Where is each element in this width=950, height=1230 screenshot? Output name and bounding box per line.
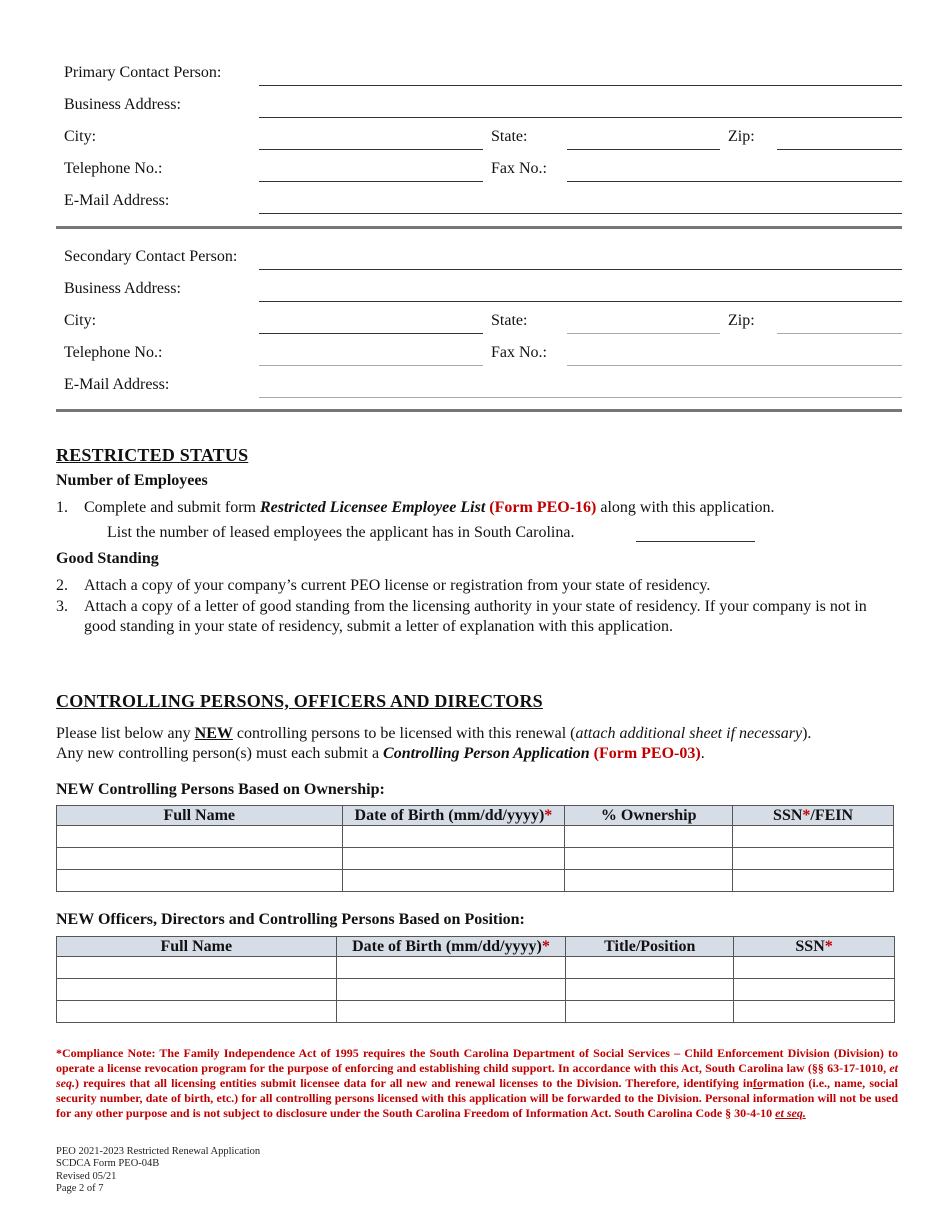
note-underlined-fo: fo (752, 1076, 763, 1090)
ownership-col-ssn (733, 806, 894, 826)
primary-phone-label: Telephone No.: (64, 160, 163, 177)
intro2-form-name: Controlling Person Application (383, 745, 590, 762)
intro-new: NEW (194, 725, 233, 742)
item-1-number: 1. (56, 499, 68, 516)
position-cell[interactable] (336, 1001, 566, 1023)
secondary-email-row (56, 368, 902, 400)
intro2-pre: Any new controlling person(s) must each submit a (56, 745, 384, 762)
table-row (57, 979, 895, 1001)
intro-pre: Please list below any (56, 725, 195, 742)
ownership-col-percent: % Ownership (565, 806, 733, 826)
item-3-number: 3. (56, 598, 68, 615)
position-cell[interactable] (566, 957, 734, 979)
primary-address-label: Business Address: (64, 96, 181, 113)
restricted-item-2 (56, 576, 886, 596)
intro-end: ). (802, 725, 812, 742)
secondary-contact-person-row (56, 240, 902, 272)
secondary-phone-label: Telephone No.: (64, 344, 163, 361)
position-heading: NEW Officers, Directors and Controlling Persons Based on Position: (56, 911, 525, 928)
footer-revised: Revised 05/21 (56, 1170, 117, 1182)
position-col-dob-asterisk: * (541, 937, 550, 955)
good-standing-heading: Good Standing (56, 550, 159, 567)
footer-form-code: SCDCA Form PEO-04B (56, 1158, 160, 1170)
ownership-cell[interactable] (733, 826, 894, 848)
ownership-col-fein-label: /FEIN (810, 806, 854, 824)
primary-contact-person-field[interactable] (259, 85, 902, 86)
primary-city-field[interactable] (259, 149, 483, 150)
controlling-intro (56, 724, 896, 764)
note-et-seq-1: et seq. (56, 1061, 898, 1090)
ownership-cell[interactable] (565, 870, 733, 892)
item-3-text: Attach a copy of a letter of good standing from the licensing authority in your state of residency. If your company is not in good standing in your state of residency, submit a letter of explanation with this application. (84, 598, 867, 635)
primary-email-field[interactable] (259, 213, 902, 214)
ownership-cell[interactable] (733, 870, 894, 892)
primary-contact-person-row (56, 56, 902, 88)
ownership-col-ssn-label: SSN (773, 806, 803, 824)
primary-zip-label: Zip: (728, 128, 755, 145)
item-2-number: 2. (56, 577, 68, 594)
secondary-phone-row (56, 336, 902, 368)
primary-email-row (56, 184, 902, 216)
primary-phone-row (56, 152, 902, 184)
secondary-state-label: State: (491, 312, 528, 329)
position-col-dob-label: Date of Birth (mm/dd/yyyy) (352, 937, 542, 955)
primary-fax-label: Fax No.: (491, 160, 547, 177)
note-part-1: *Compliance Note: The Family Independence Act of 1995 requires the South Carolina Department of Social Services – Child Enforcement Division (Division) to operate a license revocation program for the purpose of enforcing and establishing child support. In accordance with this Act, South Carolina law (§§ 63-17-1010, (56, 1046, 898, 1075)
secondary-email-field[interactable] (259, 397, 902, 398)
restricted-status-title: RESTRICTED STATUS (56, 445, 249, 465)
primary-city-row (56, 120, 902, 152)
secondary-state-field[interactable] (567, 333, 720, 334)
secondary-contact-person-label: Secondary Contact Person: (64, 248, 238, 265)
position-col-ssn (734, 937, 895, 957)
position-col-title: Title/Position (566, 937, 734, 957)
position-cell[interactable] (566, 1001, 734, 1023)
ownership-col-dob-asterisk: * (544, 806, 553, 824)
position-col-ssn-asterisk: * (824, 937, 833, 955)
secondary-address-field[interactable] (259, 301, 902, 302)
position-cell[interactable] (734, 1001, 895, 1023)
ownership-cell[interactable] (342, 848, 565, 870)
ownership-col-dob-label: Date of Birth (mm/dd/yyyy) (354, 806, 545, 824)
secondary-address-label: Business Address: (64, 280, 181, 297)
secondary-city-row (56, 304, 902, 336)
employee-count-label: List the number of leased employees the applicant has in South Carolina. (107, 524, 575, 541)
position-cell[interactable] (336, 979, 566, 1001)
primary-address-field[interactable] (259, 117, 902, 118)
primary-address-row (56, 88, 902, 120)
primary-phone-field[interactable] (259, 181, 483, 182)
note-et-seq-2: et seq. (775, 1106, 806, 1120)
ownership-col-ssn-asterisk: * (802, 806, 811, 824)
number-of-employees-heading: Number of Employees (56, 472, 208, 489)
position-cell[interactable] (734, 957, 895, 979)
ownership-header-row (57, 806, 894, 826)
position-table (56, 936, 895, 1023)
ownership-heading: NEW Controlling Persons Based on Ownership: (56, 781, 385, 798)
position-cell[interactable] (57, 1001, 337, 1023)
item-1-close: ) (591, 499, 597, 516)
primary-fax-field[interactable] (567, 181, 902, 182)
ownership-cell[interactable] (565, 826, 733, 848)
ownership-cell[interactable] (57, 848, 343, 870)
position-col-dob (336, 937, 566, 957)
contact-divider-1 (56, 226, 902, 229)
primary-city-label: City: (64, 128, 97, 145)
secondary-address-row (56, 272, 902, 304)
ownership-col-name: Full Name (57, 806, 343, 826)
position-cell[interactable] (57, 979, 337, 1001)
ownership-cell[interactable] (57, 826, 343, 848)
restricted-item-3 (56, 597, 886, 637)
controlling-persons-title: CONTROLLING PERSONS, OFFICERS AND DIRECTORS (56, 691, 543, 711)
ownership-cell[interactable] (342, 826, 565, 848)
intro2-end: . (700, 745, 705, 762)
table-row (57, 870, 894, 892)
item-1-form-name: Restricted Licensee Employee List (259, 499, 486, 516)
ownership-col-dob (342, 806, 565, 826)
note-part-2: ) requires that all licensing entities submit licensee data for all new and renewal licenses to the Division. Therefore, identifying in (75, 1076, 753, 1090)
intro2-form-code: Form PEO-03 (598, 745, 696, 762)
secondary-city-field[interactable] (259, 333, 483, 334)
restricted-item-1 (56, 498, 886, 518)
page-footer (56, 1146, 260, 1195)
position-cell[interactable] (57, 957, 337, 979)
table-row (57, 826, 894, 848)
primary-state-field[interactable] (567, 149, 720, 150)
item-1-pre: Complete and submit form (84, 499, 260, 516)
position-header-row (57, 937, 895, 957)
secondary-city-label: City: (64, 312, 97, 329)
ownership-cell[interactable] (342, 870, 565, 892)
position-cell[interactable] (336, 957, 566, 979)
table-row (57, 1001, 895, 1023)
intro2-open: ( (589, 745, 599, 762)
secondary-fax-field[interactable] (567, 365, 902, 366)
item-2-text: Attach a copy of your company’s current PEO license or registration from your state of residency. (84, 577, 711, 594)
primary-email-label: E-Mail Address: (64, 192, 170, 209)
table-row (57, 848, 894, 870)
secondary-fax-label: Fax No.: (491, 344, 547, 361)
item-1-form-code: Form PEO-16 (494, 499, 592, 516)
position-col-ssn-label: SSN (795, 937, 825, 955)
ownership-cell[interactable] (57, 870, 343, 892)
intro-italic: attach additional sheet if necessary (575, 725, 803, 742)
ownership-cell[interactable] (565, 848, 733, 870)
position-cell[interactable] (734, 979, 895, 1001)
footer-form-title: PEO 2021-2023 Restricted Renewal Application (56, 1146, 261, 1157)
secondary-email-label: E-Mail Address: (64, 376, 170, 393)
compliance-note (56, 1046, 898, 1121)
note-part-3: rmation (i.e., name, social security number, date of birth, etc.) for all controlling persons licensed with this application will be forwarded to the Division. Personal information will not be used for any other purpose and is not subject to disclosure under the South Carolina Freedom of Information Act. South Carolina Code § 30-4-10 (56, 1076, 898, 1120)
secondary-phone-field[interactable] (259, 365, 483, 366)
contact-divider-2 (56, 409, 902, 412)
employee-count-field[interactable] (636, 541, 755, 542)
primary-zip-field[interactable] (777, 149, 902, 150)
primary-state-label: State: (491, 128, 528, 145)
item-1-post: along with this application. (596, 499, 775, 516)
secondary-contact-person-field[interactable] (259, 269, 902, 270)
footer-page-number: Page 2 of 7 (56, 1182, 104, 1194)
ownership-table (56, 805, 894, 892)
item-1-open: ( (485, 499, 495, 516)
ownership-cell[interactable] (733, 848, 894, 870)
position-cell[interactable] (566, 979, 734, 1001)
table-row (57, 957, 895, 979)
secondary-zip-field[interactable] (777, 333, 902, 334)
intro2-close: ) (695, 745, 701, 762)
employee-count-row (107, 523, 807, 543)
primary-contact-person-label: Primary Contact Person: (64, 64, 222, 81)
intro-mid: controlling persons to be licensed with this renewal ( (232, 725, 576, 742)
secondary-contact-block (56, 240, 902, 400)
position-col-name: Full Name (57, 937, 337, 957)
primary-contact-block (56, 56, 902, 216)
secondary-zip-label: Zip: (728, 312, 755, 329)
